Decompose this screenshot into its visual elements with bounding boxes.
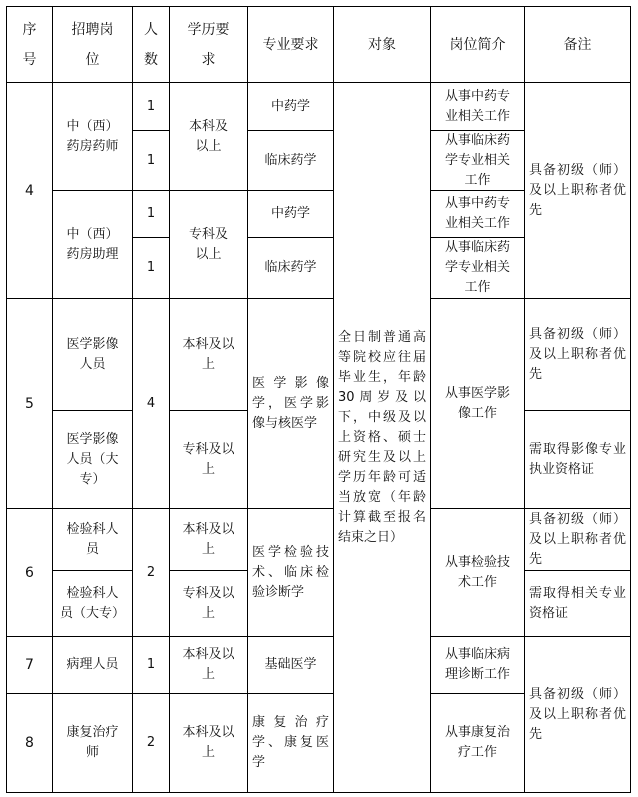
intro-pharmacist-clinical: 从事临床药 学专业相关 工作 xyxy=(430,130,525,191)
edu-pharmacist: 本科及 以上 xyxy=(169,82,248,191)
edu-pathology: 本科及以 上 xyxy=(169,636,248,694)
intro-assistant-clinical: 从事临床药 学专业相关 工作 xyxy=(430,237,525,299)
major-assistant-clinical: 临床药学 xyxy=(247,237,334,299)
major-pharmacist-tcm: 中药学 xyxy=(247,82,334,131)
row-no-6: 6 xyxy=(6,508,53,637)
row-no-5: 5 xyxy=(6,298,53,509)
header-count: 人 数 xyxy=(132,6,170,83)
remark-lab: 具备初级（师）及以上职称者优先 xyxy=(524,508,631,571)
count-pharmacist-clinical: 1 xyxy=(132,130,170,191)
position-imaging-junior: 医学影像 人员（大 专） xyxy=(52,410,133,509)
count-imaging: 4 xyxy=(132,298,170,509)
position-pharmacist: 中（西） 药房药师 xyxy=(52,82,133,191)
intro-imaging: 从事医学影 像工作 xyxy=(430,298,525,509)
intro-pharmacist-tcm: 从事中药专 业相关工作 xyxy=(430,82,525,131)
row-no-4: 4 xyxy=(6,82,53,299)
count-pharmacist-tcm: 1 xyxy=(132,82,170,131)
remark-lab-cert: 需取得相关专业资格证 xyxy=(524,570,631,637)
position-lab: 检验科人 员 xyxy=(52,508,133,571)
header-no: 序 号 xyxy=(6,6,53,83)
intro-pathology: 从事临床病 理诊断工作 xyxy=(430,636,525,694)
edu-pharmacy-assistant: 专科及 以上 xyxy=(169,190,248,299)
position-lab-junior: 检验科人 员（大专） xyxy=(52,570,133,637)
count-pathology: 1 xyxy=(132,636,170,694)
count-assistant-clinical: 1 xyxy=(132,237,170,299)
count-lab: 2 xyxy=(132,508,170,637)
intro-rehab: 从事康复治 疗工作 xyxy=(430,693,525,793)
edu-rehab: 本科及以 上 xyxy=(169,693,248,793)
target-description: 全日制普通高等院校应往届毕业生，年龄30周岁及以下，中级及以上资格、硕士研究生及以上学历年龄可适当放宽（年龄计算截至报名结束之日） xyxy=(333,82,431,793)
header-major: 专业要求 xyxy=(247,6,334,83)
row-no-8: 8 xyxy=(6,693,53,793)
position-pathology: 病理人员 xyxy=(52,636,133,694)
major-assistant-tcm: 中药学 xyxy=(247,190,334,238)
position-pharmacy-assistant: 中（西） 药房助理 xyxy=(52,190,133,299)
count-assistant-tcm: 1 xyxy=(132,190,170,238)
remark-imaging-cert: 需取得影像专业执业资格证 xyxy=(524,410,631,509)
intro-lab: 从事检验技 术工作 xyxy=(430,508,525,637)
header-remark: 备注 xyxy=(524,6,631,83)
position-imaging: 医学影像 人员 xyxy=(52,298,133,411)
count-rehab: 2 xyxy=(132,693,170,793)
position-rehab: 康复治疗 师 xyxy=(52,693,133,793)
edu-imaging-junior: 专科及以 上 xyxy=(169,410,248,509)
major-pharmacist-clinical: 临床药学 xyxy=(247,130,334,191)
header-position: 招聘岗 位 xyxy=(52,6,133,83)
major-pathology: 基础医学 xyxy=(247,636,334,694)
major-lab: 医学检验技术、临床检验诊断学 xyxy=(247,508,334,637)
header-target: 对象 xyxy=(333,6,431,83)
remark-imaging: 具备初级（师）及以上职称者优先 xyxy=(524,298,631,411)
edu-lab-junior: 专科及以 上 xyxy=(169,570,248,637)
header-intro: 岗位简介 xyxy=(430,6,525,83)
edu-lab: 本科及以 上 xyxy=(169,508,248,571)
header-education: 学历要 求 xyxy=(169,6,248,83)
remark-pharmacy: 具备初级（师）及以上职称者优先 xyxy=(524,82,631,299)
remark-pathology-rehab: 具备初级（师）及以上职称者优先 xyxy=(524,636,631,793)
major-rehab: 康复治疗学、康复医学 xyxy=(247,693,334,793)
major-imaging: 医学影像学，医学影像与核医学 xyxy=(247,298,334,509)
intro-assistant-tcm: 从事中药专 业相关工作 xyxy=(430,190,525,238)
row-no-7: 7 xyxy=(6,636,53,694)
edu-imaging: 本科及以 上 xyxy=(169,298,248,411)
